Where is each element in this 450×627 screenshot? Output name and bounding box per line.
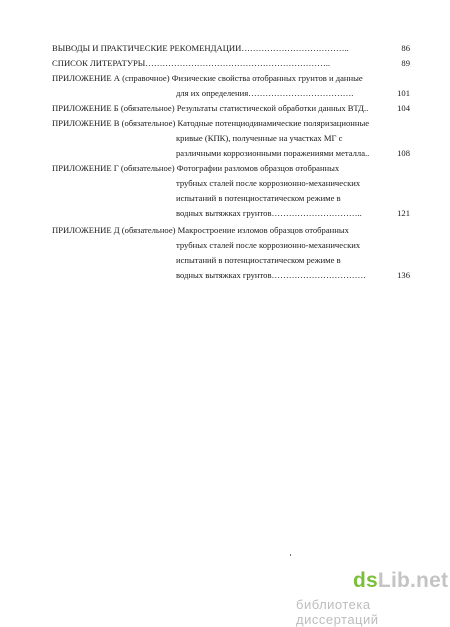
toc-line-references: СПИСОК ЛИТЕРАТУРЫ……………………………………………………….. [52, 58, 330, 68]
toc-line-appendix-d-cont2: испытаний в потенциостатическом режиме в [176, 255, 341, 265]
toc-line-conclusions: ВЫВОДЫ И ПРАКТИЧЕСКИЕ РЕКОМЕНДАЦИИ……………………………….. [52, 43, 349, 53]
toc-line-appendix-a: ПРИЛОЖЕНИЕ А (справочное) Физические свойства отобранных грунтов и данные [52, 73, 363, 83]
dslib-watermark-caption: библиотека диссертаций [296, 597, 379, 627]
toc-line-appendix-d: ПРИЛОЖЕНИЕ Д (обязательное) Макростроение изломов образцов отобранных [52, 225, 349, 235]
toc-line-appendix-g-cont2: испытаний в потенциостатическом режиме в [176, 193, 341, 203]
dslib-watermark-logo: dsLib.net [353, 569, 449, 592]
toc-line-appendix-g-cont3: водных вытяжках грунтов………………………….. [176, 208, 362, 218]
toc-line-appendix-a-cont: для их определения………………………………. [176, 88, 354, 98]
toc-line-appendix-d-cont1: трубных сталей после коррозионно-механических [176, 240, 361, 250]
toc-page-appendix-b: 104 [397, 103, 410, 113]
toc-page-appendix-d: 136 [397, 270, 410, 280]
toc-line-appendix-v-cont2: различными коррозионными поражениями металла.. [176, 148, 370, 158]
toc-page-appendix-v: 108 [397, 148, 410, 158]
toc-line-appendix-b: ПРИЛОЖЕНИЕ Б (обязательное) Результаты статистической обработки данных ВТД.. [52, 103, 369, 113]
toc-line-appendix-v-cont1: кривые (КПК), полученные на участках МГ с [176, 133, 343, 143]
toc-line-appendix-g-cont1: трубных сталей после коррозионно-механических [176, 178, 361, 188]
toc-line-appendix-v: ПРИЛОЖЕНИЕ В (обязательное) Катодные потенциодинамические поляризационные [52, 118, 370, 128]
page-speck [290, 554, 291, 556]
toc-page-conclusions: 86 [401, 43, 410, 53]
toc-line-appendix-g: ПРИЛОЖЕНИЕ Г (обязательное) Фотографии разломов образцов отобранных [52, 163, 340, 173]
toc-page-references: 89 [401, 58, 410, 68]
toc-page-appendix-g: 121 [397, 208, 410, 218]
toc-line-appendix-d-cont3: водных вытяжках грунтов…………………………… [176, 270, 367, 280]
toc-page-appendix-a: 101 [397, 88, 410, 98]
